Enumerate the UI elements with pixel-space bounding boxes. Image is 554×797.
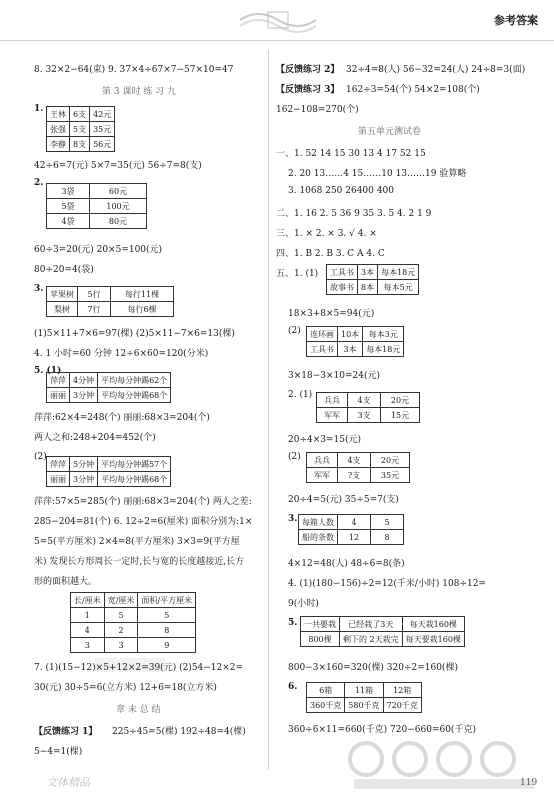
- answer-line: 三、1. × 2. × 3. √ 4. ×: [276, 229, 377, 239]
- table-cell: 35元: [371, 468, 410, 483]
- answer-line: 5−4=1(棵): [34, 747, 83, 757]
- answer-line: 360÷6×11=660(千克) 720−660=60(千克): [288, 725, 476, 735]
- table-cell: 萍萍: [47, 373, 70, 388]
- table-cell: 萍萍: [47, 457, 70, 472]
- answer-line: 225÷45=5(棵) 192÷48=4(棵): [112, 727, 246, 737]
- answer-line: 2. 20 13……4 15……10 13……19 验算略: [288, 169, 467, 179]
- question-label: 五、1. (1): [276, 269, 319, 279]
- table-cell: 6箱: [307, 683, 345, 698]
- table-cell: 每本18元: [363, 342, 404, 357]
- feedback-tag: 【反馈练习 2】: [276, 65, 340, 75]
- question-label: 1.: [34, 104, 44, 114]
- table-cell: 100元: [90, 199, 147, 214]
- answer-line: 3×18−3×10=24(元): [288, 371, 380, 381]
- table-cell: 每行6棵: [111, 302, 174, 317]
- table-cell: 4支: [348, 393, 381, 408]
- table-cell: 3: [104, 638, 138, 653]
- table-cell: 12箱: [383, 683, 421, 698]
- column-divider: [268, 50, 269, 770]
- table-cell: 11箱: [345, 683, 383, 698]
- table-cell: 3: [71, 638, 105, 653]
- answer-table-r1: [326, 264, 419, 295]
- table-cell: 每本5元: [378, 280, 419, 295]
- table-cell: 平均每分钟踢68个: [98, 388, 171, 403]
- table-cell: 工具书: [327, 265, 358, 280]
- table-cell: 已经栽了3天: [340, 617, 403, 632]
- answer-line: 20÷4=5(元) 35÷5=7(支): [288, 495, 399, 505]
- answer-table-3: [46, 286, 174, 317]
- table-cell: 360千克: [307, 698, 345, 713]
- answer-line: 萍萍:57×5=285(个) 丽丽:68×3=204(个) 两人之差:: [34, 497, 252, 507]
- question-label: (2): [288, 326, 301, 336]
- answer-table-2: [46, 183, 147, 229]
- table-cell: 丽丽: [47, 472, 70, 487]
- table-cell: 5: [104, 608, 138, 623]
- table-cell: ?支: [338, 468, 371, 483]
- table-cell: 3袋: [47, 184, 90, 199]
- answer-line: 162−108=270(个): [276, 105, 359, 115]
- answer-line: (1)5×11+7×6=97(棵) (2)5×11−7×6=13(棵): [34, 329, 235, 339]
- publisher-logo-icon: [238, 6, 318, 34]
- answer-line: 两人之和:248+204=452(个): [34, 433, 156, 443]
- answer-line: 萍萍:62×4=248(个) 丽丽:68×3=204(个): [34, 413, 210, 423]
- table-cell: 4: [71, 623, 105, 638]
- table-cell: 每行11棵: [111, 287, 174, 302]
- table-cell: 35元: [90, 122, 115, 137]
- answer-line: 42÷6=7(元) 5×7=35(元) 56÷7=8(支): [34, 161, 202, 171]
- table-cell: 7行: [78, 302, 111, 317]
- table-cell: 兵兵: [317, 393, 348, 408]
- section-heading: 第五单元测试卷: [358, 127, 422, 137]
- answer-table-r2: [306, 326, 404, 357]
- table-cell: 3支: [348, 408, 381, 423]
- question-label: 3.: [34, 284, 44, 294]
- question-label: 6.: [288, 682, 298, 692]
- answer-line: 9(小时): [288, 599, 319, 609]
- table-cell: 10本: [338, 327, 363, 342]
- section-heading: 章 末 总 结: [116, 705, 161, 715]
- page-title: 参考答案: [494, 14, 538, 27]
- page-number: 119: [520, 778, 538, 788]
- question-label: 5.: [288, 618, 298, 628]
- answer-line: 形的面积越大。: [34, 577, 98, 587]
- table-cell: 5行: [78, 287, 111, 302]
- question-label: 5. (1): [34, 366, 62, 376]
- table-cell: 3本: [358, 265, 378, 280]
- table-cell: 5: [138, 608, 196, 623]
- table-cell: 20元: [381, 393, 420, 408]
- question-label: 2.: [34, 178, 44, 188]
- answer-table-6: [70, 592, 196, 653]
- table-cell: 张强: [47, 122, 70, 137]
- table-cell: 5袋: [47, 199, 90, 214]
- answer-line: 30(元) 30÷5=6(立方米) 12+6=18(立方米): [34, 683, 217, 693]
- table-cell: 平均每分钟踢68个: [98, 472, 171, 487]
- table-cell: 580千克: [345, 698, 383, 713]
- table-cell: 梨树: [47, 302, 78, 317]
- table-cell: 宽/厘米: [104, 593, 138, 608]
- answer-line: 4×12=48(人) 48÷6=8(条): [288, 559, 405, 569]
- question-label: 2. (1): [288, 390, 313, 400]
- table-cell: 4分钟: [70, 373, 98, 388]
- answer-line: 二、1. 16 2. 5 36 9 35 3. 5 4. 2 1 9: [276, 209, 432, 219]
- watermark-icon: [344, 737, 544, 793]
- table-cell: 一共要栽: [301, 617, 340, 632]
- table-cell: 船的条数: [299, 530, 338, 545]
- answer-line: 18×3+8×5=94(元): [288, 309, 375, 319]
- table-cell: 9: [138, 638, 196, 653]
- table-cell: 20元: [371, 453, 410, 468]
- feedback-tag: 【反馈练习 1】: [34, 727, 98, 737]
- table-cell: 长/厘米: [71, 593, 105, 608]
- question-label: 3.: [288, 514, 298, 524]
- table-cell: 王林: [47, 107, 70, 122]
- answer-line: 3. 1068 250 26400 400: [288, 186, 394, 196]
- table-cell: 面积/平方厘米: [138, 593, 196, 608]
- answer-line: 8. 32×2−64(束) 9. 37×4÷67×7−57×10=47: [34, 65, 234, 75]
- answer-line: 285−204=81(个) 6. 12÷2=6(厘米) 面积分别为:1×: [34, 517, 253, 527]
- table-cell: 丽丽: [47, 388, 70, 403]
- table-cell: 军军: [307, 468, 338, 483]
- table-cell: 3本: [338, 342, 363, 357]
- table-cell: 4: [338, 515, 371, 530]
- answer-table-r7: [306, 682, 422, 713]
- table-cell: 5: [371, 515, 404, 530]
- answer-table-1: [46, 106, 115, 152]
- table-cell: 1: [71, 608, 105, 623]
- table-cell: 6支: [70, 107, 90, 122]
- answer-table-r5: [298, 514, 404, 545]
- question-label: (2): [288, 452, 301, 462]
- answer-table-r3: [316, 392, 420, 423]
- answer-line: 4. (1)(180−156)÷2=12(千米/小时) 108÷12=: [288, 579, 487, 589]
- table-cell: 56元: [90, 137, 115, 152]
- table-cell: 每天栽160棵: [402, 617, 464, 632]
- table-cell: 李静: [47, 137, 70, 152]
- table-cell: 2: [104, 623, 138, 638]
- section-heading: 第 3 课时 练 习 九: [102, 87, 177, 97]
- header-rule: [0, 40, 554, 41]
- table-cell: 兵兵: [307, 453, 338, 468]
- table-cell: 每箱人数: [299, 515, 338, 530]
- table-cell: 工具书: [307, 342, 338, 357]
- table-cell: 80元: [90, 214, 147, 229]
- answer-line: 5=5(平方厘米) 2×4=8(平方厘米) 3×3=9(平方厘: [34, 537, 240, 547]
- answer-line: 162÷3=54(个) 54×2=108(个): [346, 85, 480, 95]
- answer-line: 一、1. 52 14 15 30 13 4 17 52 15: [276, 149, 426, 159]
- table-cell: 苹果树: [47, 287, 78, 302]
- table-cell: 3分钟: [70, 472, 98, 487]
- table-cell: 平均每分钟踢57个: [98, 457, 171, 472]
- answer-table-r4: [306, 452, 410, 483]
- table-cell: 60元: [90, 184, 147, 199]
- answer-line: 80÷20=4(袋): [34, 265, 94, 275]
- answer-line: 800−3×160=320(棵) 320÷2=160(棵): [288, 663, 458, 673]
- table-cell: 每天要栽160棵: [402, 632, 464, 647]
- table-cell: 720千克: [383, 698, 421, 713]
- table-cell: 平均每分钟踢62个: [98, 373, 171, 388]
- table-cell: 8支: [70, 137, 90, 152]
- answer-table-5b: [46, 456, 171, 487]
- table-cell: 每本18元: [378, 265, 419, 280]
- table-cell: 8: [371, 530, 404, 545]
- feedback-tag: 【反馈练习 3】: [276, 85, 340, 95]
- table-cell: 12: [338, 530, 371, 545]
- table-cell: 每本3元: [363, 327, 404, 342]
- table-cell: 15元: [381, 408, 420, 423]
- table-cell: 8本: [358, 280, 378, 295]
- footer-logo: 文体精品: [46, 776, 90, 789]
- question-label: (2): [34, 452, 47, 462]
- answer-line: 米) 发现长方形周长一定时,长与宽的长度越接近,长方: [34, 557, 245, 567]
- answer-line: 32÷4=8(人) 56−32=24(人) 24÷8=3(面): [346, 65, 526, 75]
- table-cell: 4袋: [47, 214, 90, 229]
- table-cell: 3分钟: [70, 388, 98, 403]
- answer-line: 四、1. B 2. B 3. C A 4. C: [276, 249, 385, 259]
- table-cell: 8: [138, 623, 196, 638]
- answer-line: 7. (1)(15−12)×5+12×2=39(元) (2)54−12×2=: [34, 663, 244, 673]
- answer-table-r6: [300, 616, 465, 647]
- table-cell: 800棵: [301, 632, 340, 647]
- answer-line: 60÷3=20(元) 20×5=100(元): [34, 245, 163, 255]
- answer-table-5a: [46, 372, 171, 403]
- table-cell: 军军: [317, 408, 348, 423]
- table-cell: 故事书: [327, 280, 358, 295]
- table-cell: 42元: [90, 107, 115, 122]
- table-cell: 连环画: [307, 327, 338, 342]
- table-cell: 5分钟: [70, 457, 98, 472]
- table-cell: 4支: [338, 453, 371, 468]
- table-cell: 5支: [70, 122, 90, 137]
- table-cell: 剩下的 2天栽完: [340, 632, 403, 647]
- answer-line: 20÷4×3=15(元): [288, 435, 362, 445]
- answer-line: 4. 1 小时=60 分钟 12÷6×60=120(分米): [34, 349, 209, 359]
